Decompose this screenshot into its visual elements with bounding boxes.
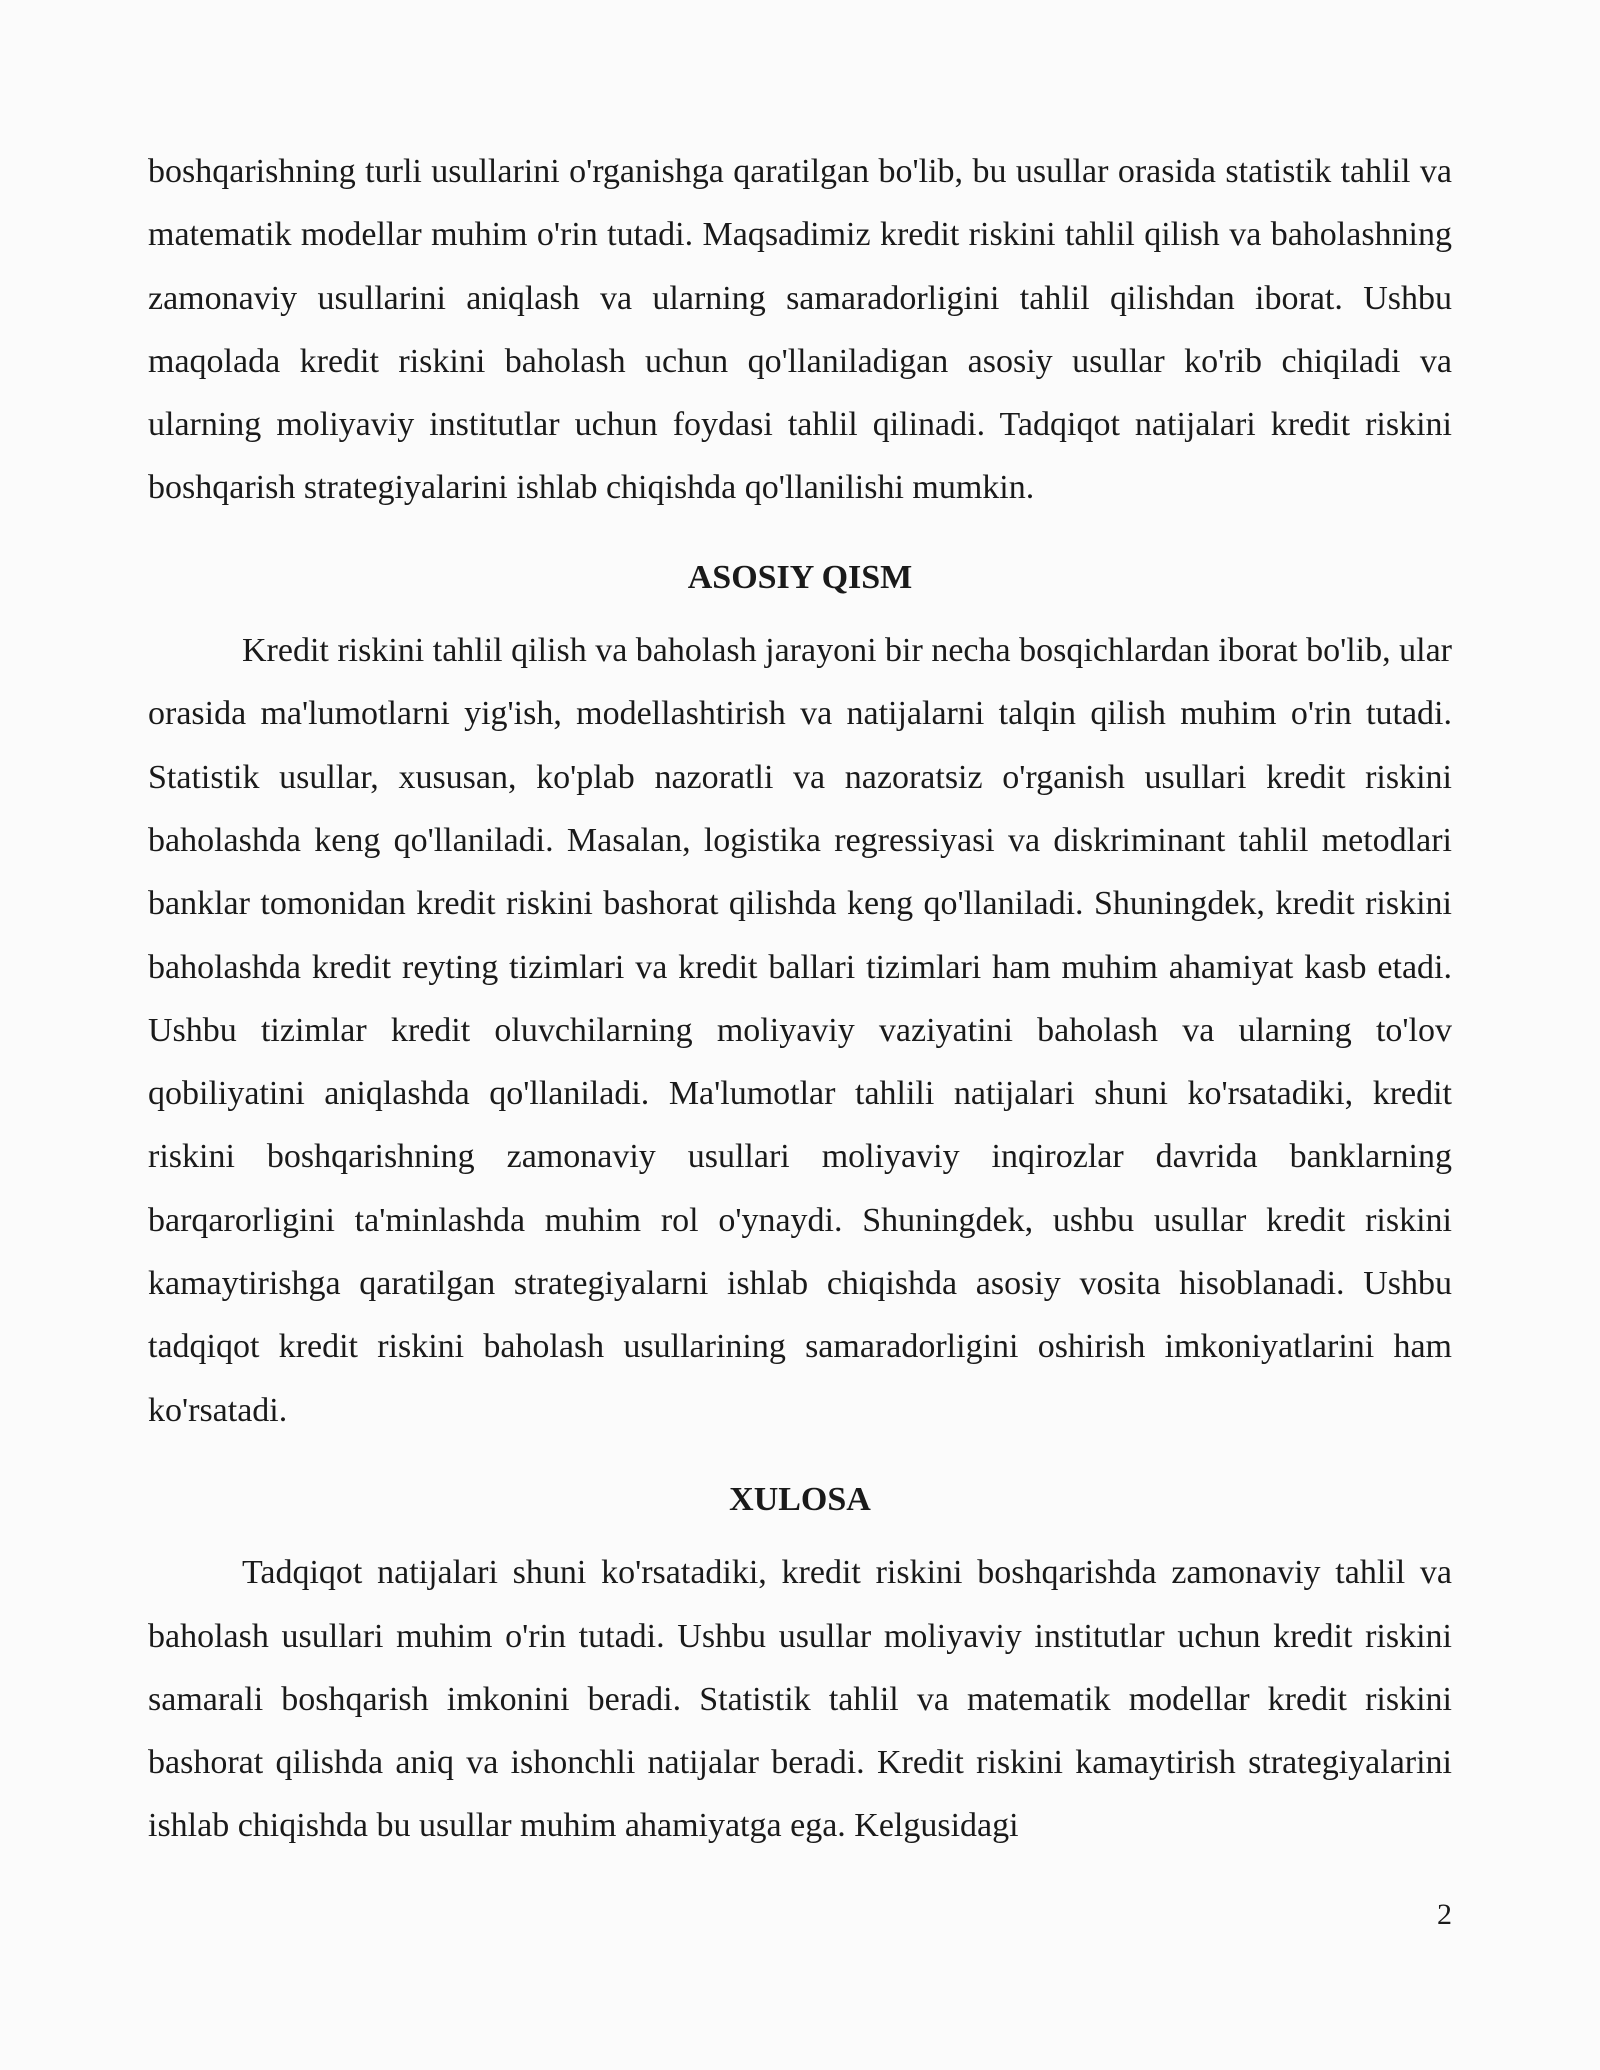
page-content: [148, 140, 1452, 1858]
section-heading-conclusion: XULOSA: [729, 1480, 871, 1518]
section-heading-main: ASOSIY QISM: [687, 558, 913, 596]
main-paragraph: Kredit riskini tahlil qilish va baholash jarayoni bir necha bosqichlardan iborat bo'lib, ular orasida ma'lumotlarni yig'ish, modellashtirish va natijalarni talqin qilish muhim o'rin tutadi. Statistik usullar, xususan, ko'plab nazoratli va nazoratsiz o'rganish usullari kredit riskini baholashda keng qo'llaniladi. Masalan, logistika regressiyasi va diskriminant tahlil metodlari banklar tomonidan kredit riskini bashorat qilishda keng qo'llaniladi. Shuningdek, kredit riskini baholashda kredit reyting tizimlari va kredit ballari tizimlari ham muhim ahamiyat kasb etadi. Ushbu tizimlar kredit oluvchilarning moliyaviy vaziyatini baholash va ularning to'lov qobiliyatini aniqlashda qo'llaniladi. Ma'lumotlar tahlili natijalari shuni ko'rsatadiki, kredit riskini boshqarishning zamonaviy usullari moliyaviy inqirozlar davrida banklarning barqarorligini ta'minlashda muhim rol o'ynaydi. Shuningdek, ushbu usullar kredit riskini kamaytirishga qaratilgan strategiyalarni ishlab chiqishda asosiy vosita hisoblanadi. Ushbu tadqiqot kredit riskini baholash usullarining samaradorligini oshirish imkoniyatlarini ham ko'rsatadi.: [148, 632, 1452, 1429]
intro-paragraph: boshqarishning turli usullarini o'rganishga qaratilgan bo'lib, bu usullar orasida statistik tahlil va matematik modellar muhim o'rin tutadi. Maqsadimiz kredit riskini tahlil qilish va baholashning zamonaviy usullarini aniqlash va ularning samaradorligini tahlil qilishdan iborat. Ushbu maqolada kredit riskini baholash uchun qo'llaniladigan asosiy usullar ko'rib chiqiladi va ularning moliyaviy institutlar uchun foydasi tahlil qilinadi. Tadqiqot natijalari kredit riskini boshqarish strategiyalarini ishlab chiqishda qo'llanilishi mumkin.: [148, 153, 1452, 507]
page-number: 2: [1437, 1898, 1452, 1931]
conclusion-paragraph: Tadqiqot natijalari shuni ko'rsatadiki, kredit riskini boshqarishda zamonaviy tahlil va baholash usullari muhim o'rin tutadi. Ushbu usullar moliyaviy institutlar uchun kredit riskini samarali boshqarish imkonini beradi. Statistik tahlil va matematik modellar kredit riskini bashorat qilishda aniq va ishonchli natijalar beradi. Kredit riskini kamaytirish strategiyalarini ishlab chiqishda bu usullar muhim ahamiyatga ega. Kelgusidagi: [148, 1554, 1452, 1845]
